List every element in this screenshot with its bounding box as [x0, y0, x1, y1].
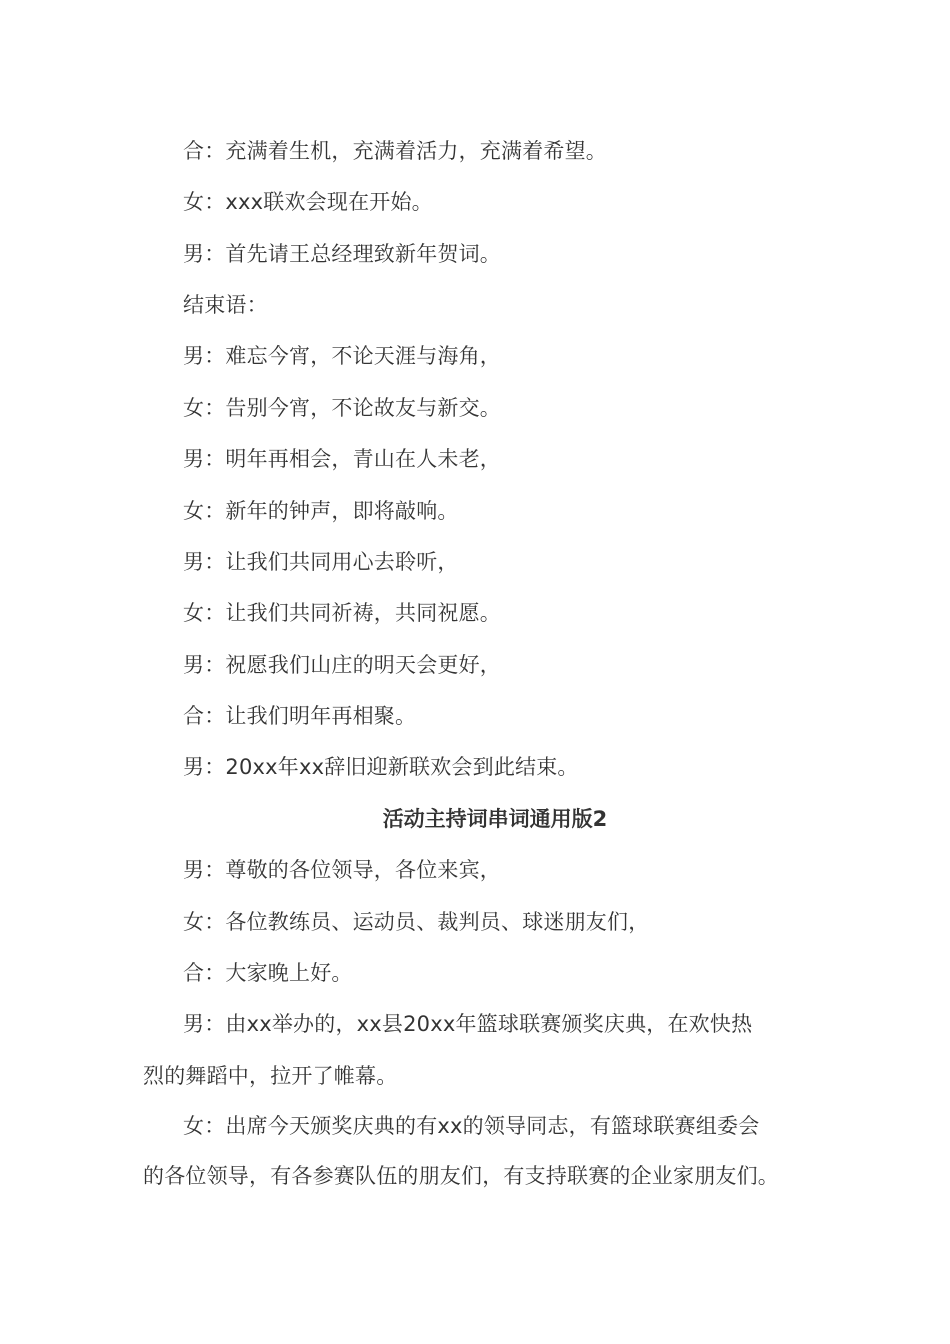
paragraph-line: 男：尊敬的各位领导，各位来宾，	[183, 858, 501, 882]
paragraph-line: 合：让我们明年再相聚。	[183, 704, 417, 728]
section-heading: 活动主持词串词通用版2	[382, 807, 608, 831]
paragraph-line: 女：新年的钟声，即将敲响。	[183, 499, 459, 523]
paragraph-line-continuation: 的各位领导，有各参赛队伍的朋友们，有支持联赛的企业家朋友们。	[143, 1164, 779, 1188]
paragraph-line: 女：xxx联欢会现在开始。	[183, 190, 433, 214]
paragraph-line: 合：充满着生机，充满着活力，充满着希望。	[183, 139, 607, 163]
paragraph-line: 女：告别今宵，不论故友与新交。	[183, 396, 501, 420]
paragraph-line: 女：各位教练员、运动员、裁判员、球迷朋友们，	[183, 910, 650, 934]
paragraph-line: 女：让我们共同祈祷，共同祝愿。	[183, 601, 501, 625]
paragraph-line: 男：明年再相会，青山在人未老，	[183, 447, 501, 471]
paragraph-line: 男：20xx年xx辞旧迎新联欢会到此结束。	[183, 755, 579, 779]
paragraph-line: 男：首先请王总经理致新年贺词。	[183, 242, 501, 266]
paragraph-line: 男：祝愿我们山庄的明天会更好，	[183, 653, 501, 677]
paragraph-line: 结束语：	[183, 293, 268, 317]
paragraph-line-continuation: 烈的舞蹈中，拉开了帷幕。	[143, 1064, 398, 1088]
paragraph-line: 男：让我们共同用心去聆听，	[183, 550, 459, 574]
paragraph-line: 合：大家晚上好。	[183, 961, 353, 985]
paragraph-line: 男：难忘今宵，不论天涯与海角，	[183, 344, 501, 368]
paragraph-line: 女：出席今天颁奖庆典的有xx的领导同志，有篮球联赛组委会	[183, 1114, 760, 1138]
paragraph-line: 男：由xx举办的，xx县20xx年篮球联赛颁奖庆典，在欢快热	[183, 1012, 753, 1036]
